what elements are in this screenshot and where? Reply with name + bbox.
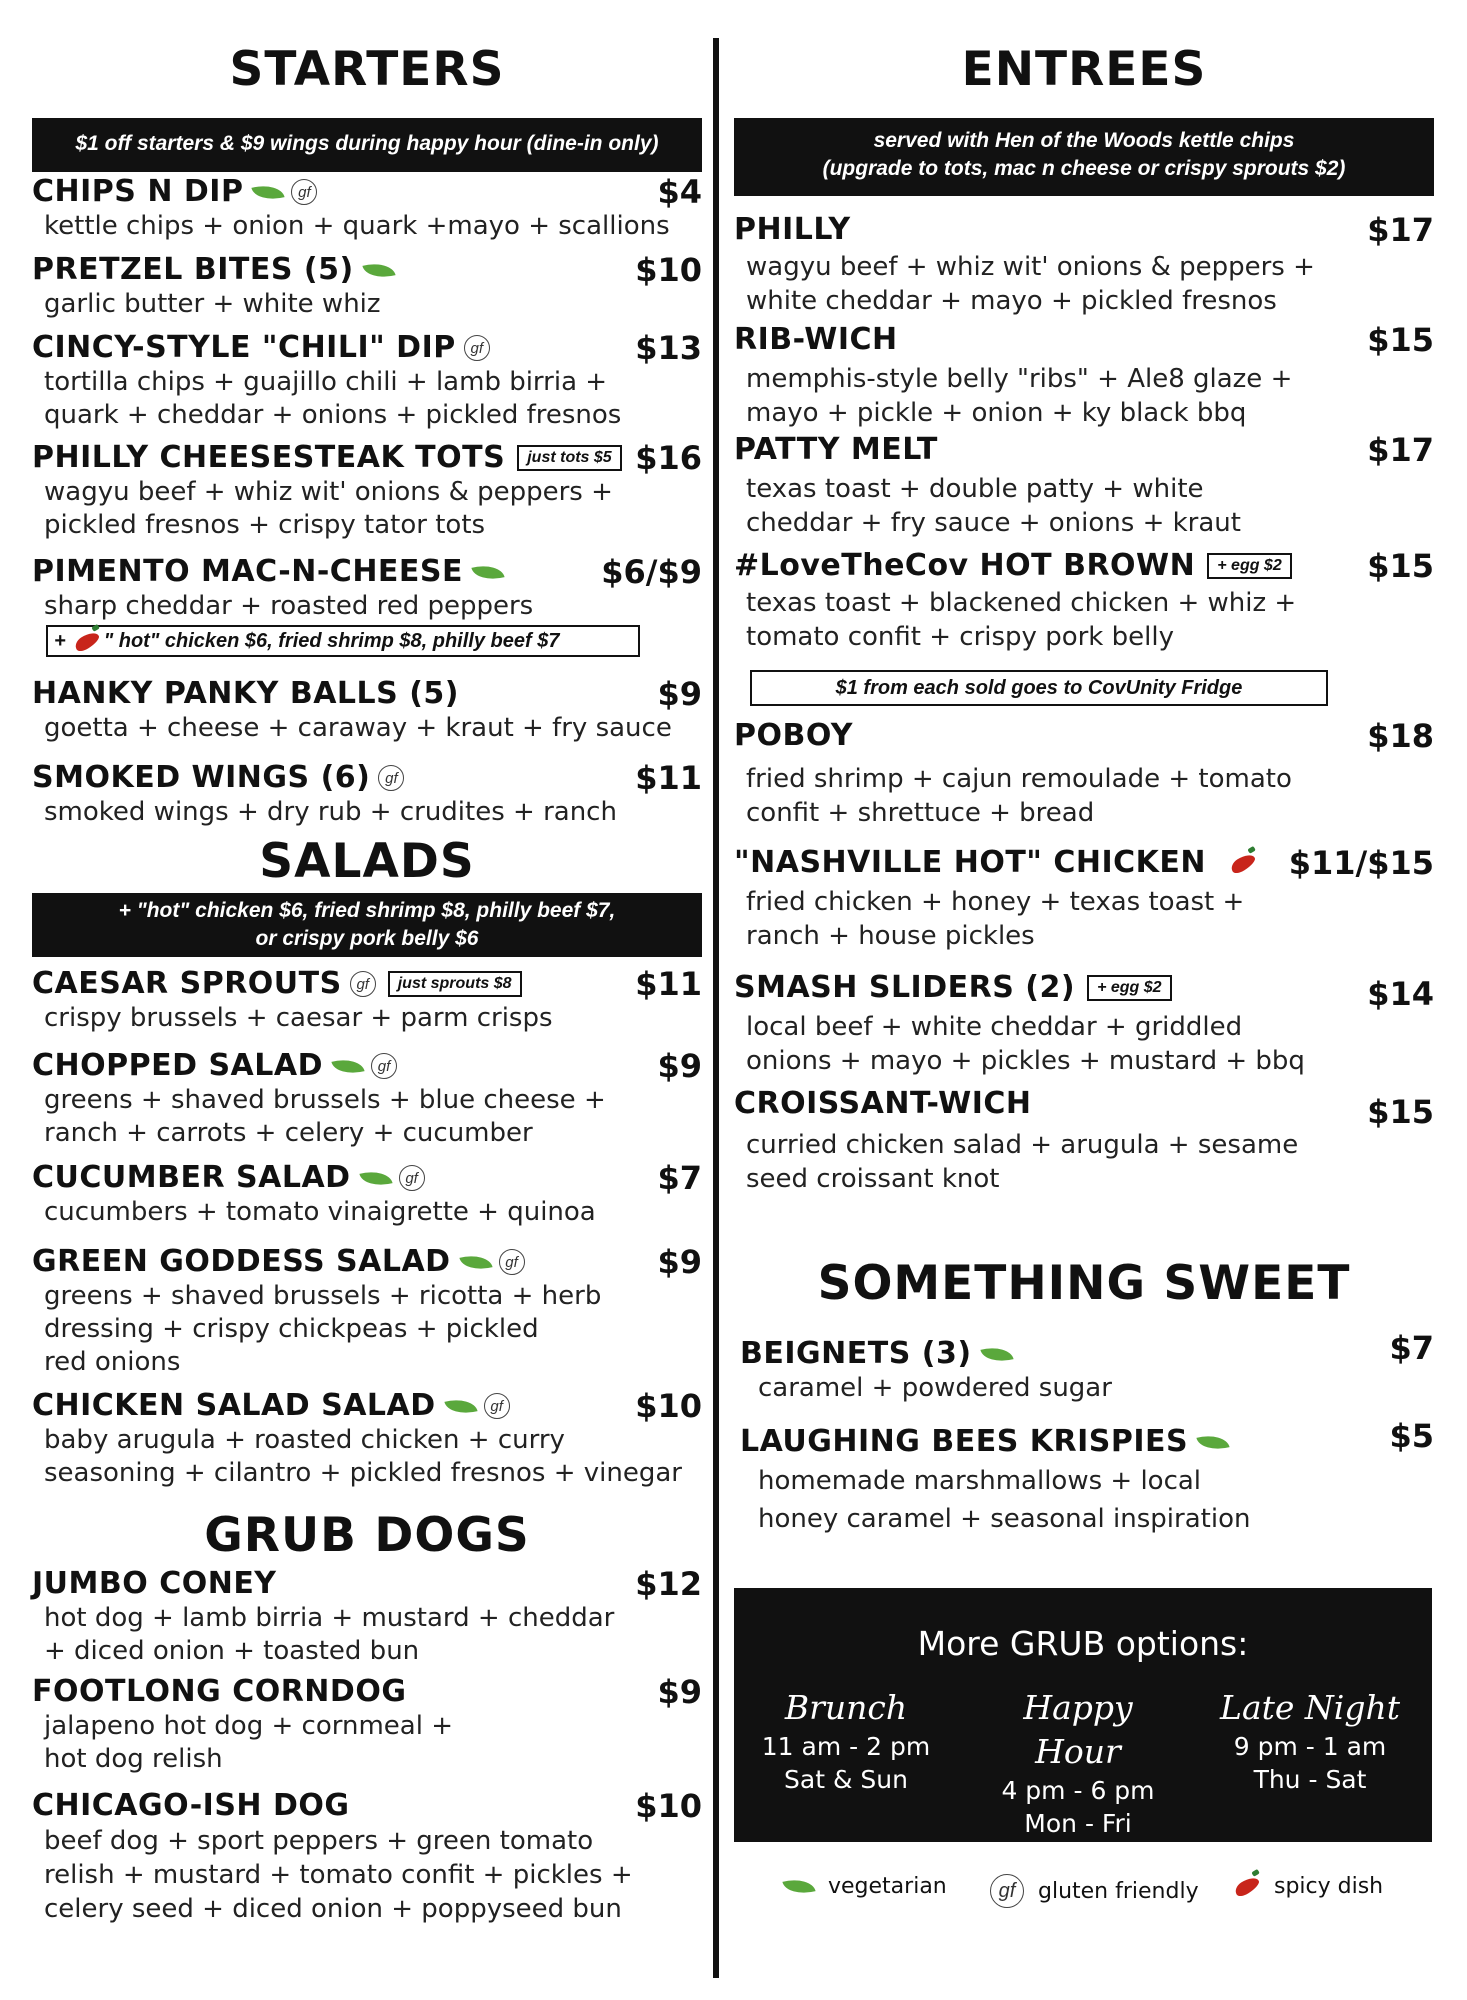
gluten-friendly-icon: gf xyxy=(371,1053,397,1079)
option-days: Mon - Fri xyxy=(1024,1809,1132,1838)
item-description: goetta + cheese + caraway + kraut + fry sauce xyxy=(44,713,672,743)
spicy-pepper-icon xyxy=(72,629,101,654)
vegetarian-leaf-icon xyxy=(782,1875,815,1899)
charity-note: $1 from each sold goes to CovUnity Fridge xyxy=(750,670,1328,706)
gluten-friendly-icon: gf xyxy=(350,971,376,997)
gluten-friendly-icon: gf xyxy=(499,1249,525,1275)
item-price: $10 xyxy=(635,1387,702,1425)
menu-item xyxy=(734,548,1434,654)
menu-item xyxy=(734,1086,1434,1196)
menu-item xyxy=(734,432,1434,540)
item-price: $9 xyxy=(657,1673,702,1711)
gluten-friendly-icon: gf xyxy=(291,179,317,205)
item-description: red onions xyxy=(44,1347,181,1377)
option-days: Sat & Sun xyxy=(784,1765,908,1794)
salads-banner: + "hot" chicken $6, fried shrimp $8, philly beef $7, or crispy pork belly $6 xyxy=(32,893,702,957)
menu-item xyxy=(734,212,1434,318)
item-name: RIB-WICH xyxy=(734,322,898,357)
item-price: $11 xyxy=(635,965,702,1003)
item-name: POBOY xyxy=(734,718,854,753)
vegetarian-leaf-icon xyxy=(252,180,285,204)
legend-gluten-friendly: gf gluten friendly xyxy=(990,1874,1199,1908)
item-description: jalapeno hot dog + cornmeal + xyxy=(44,1711,453,1741)
menu-item xyxy=(32,1388,702,1490)
vegetarian-leaf-icon xyxy=(1196,1430,1229,1454)
menu-item xyxy=(740,1417,1434,1536)
addon-note: + " hot" chicken $6, fried shrimp $8, philly beef $7 xyxy=(46,625,640,657)
item-description: + diced onion + toasted bun xyxy=(44,1636,420,1666)
item-description: mayo + pickle + onion + ky black bbq xyxy=(746,398,1247,428)
item-description: garlic butter + white whiz xyxy=(44,289,381,319)
brunch-option xyxy=(746,1686,946,1796)
item-description: seed croissant knot xyxy=(746,1164,1000,1194)
item-description: confit + shrettuce + bread xyxy=(746,798,1095,828)
egg-addon-tag: + egg $2 xyxy=(1087,975,1171,1001)
item-name: CHICAGO-ISH DOG xyxy=(32,1788,350,1823)
legend xyxy=(734,1874,1434,1914)
option-time: 11 am - 2 pm xyxy=(761,1732,931,1761)
sprouts-only-tag: just sprouts $8 xyxy=(388,971,522,997)
item-description: pickled fresnos + crispy tator tots xyxy=(44,510,486,540)
grub-dogs-title: GRUB DOGS xyxy=(204,1508,530,1563)
item-price: $18 xyxy=(1367,717,1434,755)
menu-item xyxy=(734,970,1434,1078)
option-name: Brunch xyxy=(784,1688,908,1727)
menu-item xyxy=(734,322,1434,430)
spicy-pepper-icon xyxy=(1233,1874,1262,1899)
item-name: LAUGHING BEES KRISPIES xyxy=(740,1424,1189,1459)
item-name: HANKY PANKY BALLS (5) xyxy=(32,676,459,711)
vegetarian-leaf-icon xyxy=(444,1394,477,1418)
vegetarian-leaf-icon xyxy=(359,1166,392,1190)
vegetarian-leaf-icon xyxy=(362,258,395,282)
menu-item xyxy=(32,676,702,745)
item-description: smoked wings + dry rub + crudites + ranch xyxy=(44,797,617,827)
menu-item xyxy=(734,845,1434,953)
item-name: CINCY-STYLE "CHILI" DIP xyxy=(32,330,456,365)
item-description: tomato confit + crispy pork belly xyxy=(746,622,1174,652)
addon-note-text: " hot" chicken $6, fried shrimp $8, philly beef $7 xyxy=(103,630,560,652)
item-price: $14 xyxy=(1367,975,1434,1013)
menu-item xyxy=(734,718,1434,830)
item-price: $15 xyxy=(1367,321,1434,359)
item-description: dressing + crispy chickpeas + pickled xyxy=(44,1314,539,1344)
menu-item xyxy=(32,1244,702,1379)
menu-item xyxy=(32,554,702,623)
item-description: greens + shaved brussels + ricotta + herb xyxy=(44,1281,602,1311)
item-description: ranch + carrots + celery + cucumber xyxy=(44,1118,533,1148)
item-price: $7 xyxy=(1389,1329,1434,1367)
item-price: $17 xyxy=(1367,431,1434,469)
menu-item xyxy=(32,440,702,542)
item-price: $16 xyxy=(635,439,702,477)
item-name: #LoveTheCov HOT BROWN xyxy=(734,548,1196,583)
item-description: texas toast + double patty + white xyxy=(746,474,1204,504)
item-description: beef dog + sport peppers + green tomato xyxy=(44,1826,594,1856)
happy-hour-option xyxy=(978,1686,1178,1840)
item-description: curried chicken salad + arugula + sesame xyxy=(746,1130,1299,1160)
item-price: $11/$15 xyxy=(1288,844,1434,882)
item-price: $11 xyxy=(635,759,702,797)
late-night-option xyxy=(1210,1686,1410,1796)
menu-item xyxy=(32,174,702,243)
item-price: $13 xyxy=(635,329,702,367)
item-description: sharp cheddar + roasted red peppers xyxy=(44,591,534,621)
item-description: ranch + house pickles xyxy=(746,921,1035,951)
item-description: texas toast + blackened chicken + whiz + xyxy=(746,588,1297,618)
starters-title: STARTERS xyxy=(229,42,505,97)
item-price: $9 xyxy=(657,1243,702,1281)
menu-item xyxy=(32,1160,702,1229)
item-description: hot dog relish xyxy=(44,1744,223,1774)
item-description: honey caramel + seasonal inspiration xyxy=(758,1504,1251,1534)
item-description: celery seed + diced onion + poppyseed bun xyxy=(44,1894,622,1924)
menu-item xyxy=(32,1566,702,1668)
item-description: fried shrimp + cajun remoulade + tomato xyxy=(746,764,1292,794)
item-name: PHILLY xyxy=(734,212,851,247)
item-name: SMOKED WINGS (6) xyxy=(32,760,371,795)
item-description: hot dog + lamb birria + mustard + cheddar xyxy=(44,1603,615,1633)
item-description: seasoning + cilantro + pickled fresnos + vinegar xyxy=(44,1458,682,1488)
option-name: Late Night xyxy=(1220,1688,1400,1727)
vegetarian-leaf-icon xyxy=(980,1342,1013,1366)
gluten-friendly-icon: gf xyxy=(484,1393,510,1419)
option-time: 9 pm - 1 am xyxy=(1233,1732,1387,1761)
item-price: $10 xyxy=(635,1787,702,1825)
menu-item xyxy=(32,760,702,829)
salads-title: SALADS xyxy=(259,834,475,889)
item-name: PHILLY CHEESESTEAK TOTS xyxy=(32,440,506,475)
item-description: wagyu beef + whiz wit' onions & peppers + xyxy=(746,252,1315,282)
gluten-friendly-icon: gf xyxy=(399,1165,425,1191)
item-price: $12 xyxy=(635,1565,702,1603)
more-options-title: More GRUB options: xyxy=(917,1624,1249,1663)
item-description: relish + mustard + tomato confit + pickles + xyxy=(44,1860,633,1890)
item-description: tortilla chips + guajillo chili + lamb birria + xyxy=(44,367,608,397)
item-price: $9 xyxy=(657,675,702,713)
item-description: wagyu beef + whiz wit' onions & peppers + xyxy=(44,477,613,507)
item-description: quark + cheddar + onions + pickled fresnos xyxy=(44,400,622,430)
item-price: $15 xyxy=(1367,547,1434,585)
vegetarian-leaf-icon xyxy=(459,1250,492,1274)
menu-item xyxy=(32,966,702,1035)
item-description: cheddar + fry sauce + onions + kraut xyxy=(746,508,1241,538)
item-name: FOOTLONG CORNDOG xyxy=(32,1674,407,1709)
item-name: SMASH SLIDERS (2) xyxy=(734,970,1076,1005)
item-price: $4 xyxy=(657,173,702,211)
item-name: CUCUMBER SALAD xyxy=(32,1160,351,1195)
spicy-pepper-icon xyxy=(1229,851,1258,876)
item-description: caramel + powdered sugar xyxy=(758,1373,1112,1403)
something-sweet-title: SOMETHING SWEET xyxy=(817,1256,1351,1311)
item-price: $5 xyxy=(1389,1417,1434,1455)
egg-addon-tag: + egg $2 xyxy=(1207,553,1291,579)
item-name: PATTY MELT xyxy=(734,432,938,467)
entrees-banner: served with Hen of the Woods kettle chips (upgrade to tots, mac n cheese or crispy sprouts $2) xyxy=(734,118,1434,196)
item-price: $9 xyxy=(657,1047,702,1085)
item-name: "NASHVILLE HOT" CHICKEN xyxy=(734,845,1207,880)
vegetarian-leaf-icon xyxy=(471,560,504,584)
item-description: memphis-style belly "ribs" + Ale8 glaze + xyxy=(746,364,1293,394)
option-days: Thu - Sat xyxy=(1253,1765,1367,1794)
item-name: CAESAR SPROUTS xyxy=(32,966,342,1001)
item-name: CHIPS N DIP xyxy=(32,174,244,209)
legend-vegetarian: vegetarian xyxy=(784,1874,947,1899)
more-options-box xyxy=(734,1588,1432,1842)
item-price: $7 xyxy=(657,1159,702,1197)
item-description: kettle chips + onion + quark +mayo + scallions xyxy=(44,211,670,241)
gluten-friendly-icon: gf xyxy=(464,335,490,361)
item-description: crispy brussels + caesar + parm crisps xyxy=(44,1003,553,1033)
item-description: baby arugula + roasted chicken + curry xyxy=(44,1425,565,1455)
column-divider xyxy=(713,38,719,1978)
item-price: $6/$9 xyxy=(601,553,702,591)
item-price: $17 xyxy=(1367,211,1434,249)
option-time: 4 pm - 6 pm xyxy=(1001,1776,1155,1805)
menu-item xyxy=(32,1674,702,1776)
menu-item xyxy=(32,1788,702,1926)
gluten-friendly-icon: gf xyxy=(378,765,404,791)
menu-item xyxy=(32,1048,702,1150)
item-description: cucumbers + tomato vinaigrette + quinoa xyxy=(44,1197,596,1227)
item-name: CHICKEN SALAD SALAD xyxy=(32,1388,436,1423)
menu-item xyxy=(32,252,702,321)
item-name: CROISSANT-WICH xyxy=(734,1086,1032,1121)
item-description: onions + mayo + pickles + mustard + bbq xyxy=(746,1046,1305,1076)
legend-spicy: spicy dish xyxy=(1234,1874,1383,1899)
gluten-friendly-icon: gf xyxy=(990,1874,1024,1908)
item-description: white cheddar + mayo + pickled fresnos xyxy=(746,286,1277,316)
tots-only-tag: just tots $5 xyxy=(517,445,621,471)
item-description: greens + shaved brussels + blue cheese + xyxy=(44,1085,606,1115)
vegetarian-leaf-icon xyxy=(331,1054,364,1078)
menu-item xyxy=(740,1329,1434,1405)
starters-banner: $1 off starters & $9 wings during happy hour (dine-in only) xyxy=(32,118,702,172)
item-name: CHOPPED SALAD xyxy=(32,1048,324,1083)
item-description: homemade marshmallows + local xyxy=(758,1466,1202,1496)
item-description: fried chicken + honey + texas toast + xyxy=(746,887,1245,917)
menu-item xyxy=(32,330,702,432)
item-name: BEIGNETS (3) xyxy=(740,1336,972,1371)
item-description: local beef + white cheddar + griddled xyxy=(746,1012,1243,1042)
item-name: PRETZEL BITES (5) xyxy=(32,252,354,287)
entrees-title: ENTREES xyxy=(961,42,1207,97)
item-price: $10 xyxy=(635,251,702,289)
item-name: JUMBO CONEY xyxy=(32,1566,277,1601)
item-name: GREEN GODDESS SALAD xyxy=(32,1244,451,1279)
item-name: PIMENTO MAC-N-CHEESE xyxy=(32,554,464,589)
option-name: Happy Hour xyxy=(1023,1688,1133,1771)
item-price: $15 xyxy=(1367,1093,1434,1131)
